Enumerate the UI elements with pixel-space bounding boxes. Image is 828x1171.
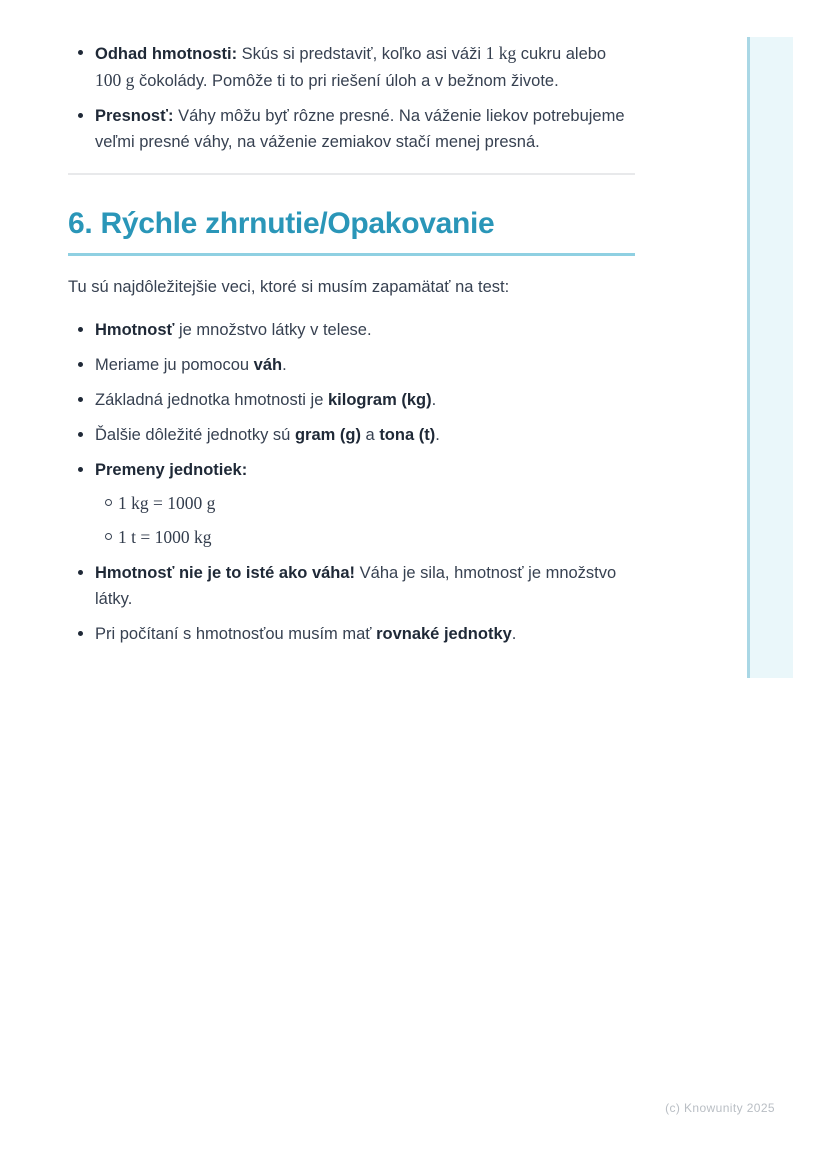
section-intro: Tu sú najdôležitejšie veci, ktoré si musím zapamätať na test: bbox=[68, 278, 510, 296]
footer-copyright: (c) Knowunity 2025 bbox=[665, 1101, 775, 1115]
page-content bbox=[68, 0, 635, 656]
body-text: . bbox=[435, 426, 440, 444]
section-divider bbox=[68, 173, 635, 175]
sublist-item-equation bbox=[68, 524, 635, 551]
summary-list bbox=[68, 317, 635, 647]
list-item-dalsie bbox=[68, 422, 635, 448]
body-text: cukru alebo bbox=[516, 45, 607, 63]
term-label: Hmotnosť bbox=[95, 321, 175, 339]
term-label: Presnosť: bbox=[95, 107, 174, 125]
list-item-zakladna bbox=[68, 387, 635, 413]
term-label: kilogram (kg) bbox=[327, 391, 432, 409]
body-text: Meriame ju pomocou bbox=[95, 356, 254, 374]
body-text: Ďalšie dôležité jednotky sú bbox=[95, 426, 295, 444]
body-text: . bbox=[431, 391, 437, 409]
term-label: gram (g) bbox=[294, 426, 361, 444]
list-item-pocitanie bbox=[68, 621, 635, 647]
body-text: a bbox=[360, 426, 380, 444]
list-item-hmotnost bbox=[68, 317, 635, 343]
list-item-presnost bbox=[68, 103, 635, 155]
math-equation: 1 kg = 1000 g bbox=[118, 493, 216, 513]
sublist-item-equation bbox=[68, 490, 635, 517]
list-item-meriame bbox=[68, 352, 635, 378]
body-text: Váhy môžu byť rôzne presné. Na váženie liekov potrebujeme veľmi presné váhy, na váženie zemiakov stačí menej presná. bbox=[95, 107, 625, 151]
body-text: . bbox=[511, 625, 517, 643]
section-heading: 6. Rýchle zhrnutie/Opakovanie bbox=[68, 207, 495, 240]
page-accent-bar bbox=[747, 37, 793, 678]
conversions-sublist bbox=[95, 490, 635, 551]
math-equation: 1 t = 1000 kg bbox=[118, 527, 212, 547]
math-quantity: 100 g bbox=[95, 70, 135, 90]
list-item-premeny bbox=[68, 457, 635, 551]
term-label: Odhad hmotnosti: bbox=[95, 45, 238, 63]
body-text: Váha je sila, hmotnosť je množstvo látky. bbox=[95, 564, 617, 608]
list-item-odhad bbox=[68, 40, 635, 94]
term-label: rovnaké jednotky bbox=[376, 625, 512, 643]
math-quantity: 1 kg bbox=[485, 43, 517, 63]
list-item-vaha bbox=[68, 560, 635, 612]
body-text: čokolády. Pomôže ti to pri riešení úloh a v bežnom živote. bbox=[134, 72, 559, 90]
body-text: . bbox=[282, 356, 287, 374]
term-label: váh bbox=[253, 356, 283, 374]
term-label: Premeny jednotiek: bbox=[95, 461, 248, 479]
term-label: Hmotnosť nie je to isté ako váha! bbox=[95, 564, 356, 582]
body-text: Skús si predstaviť, koľko asi váži bbox=[237, 45, 486, 63]
body-text: Pri počítaní s hmotnosťou musím mať bbox=[95, 625, 377, 643]
term-label: tona (t) bbox=[379, 426, 436, 444]
heading-underline bbox=[68, 253, 635, 256]
body-text: je množstvo látky v telese. bbox=[174, 321, 372, 339]
tips-list bbox=[68, 40, 635, 155]
body-text: Základná jednotka hmotnosti je bbox=[95, 391, 328, 409]
